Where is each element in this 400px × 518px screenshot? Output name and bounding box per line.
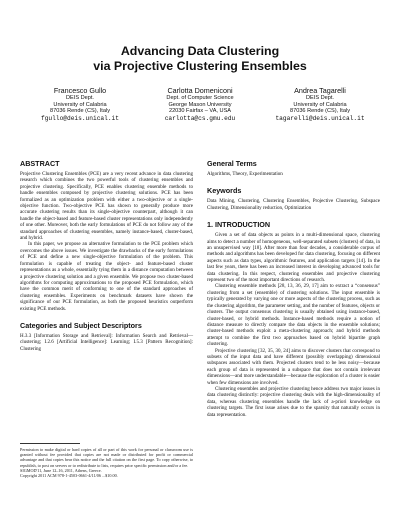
title-line: Advancing Data Clustering	[120, 44, 280, 58]
author-affiliation: University of Calabria	[293, 101, 347, 108]
copyright-line: Copyright 2011 ACM 978-1-4503-0661-4/11/06 ...$10.00.	[20, 473, 118, 479]
author-email[interactable]: carlotta@cs.gmu.edu	[164, 114, 236, 122]
author-name: Carlotta Domeniconi	[167, 86, 233, 95]
author-affiliation: DEIS Dept.	[66, 95, 94, 101]
introduction-paragraph: Clustering ensemble methods [28, 13, 36, 29, 17] aim to extract a “consensus” clustering from a set (ensemble) of clustering solutions. The input ensemble is typically generated by varying one or more aspects of the clustering process, such as the clustering algorithm, the parameter setting, and the number of features, objects or clusters. The output consensus clustering is usually obtained using instance-based, cluster-based, or hybrid methods. Instance-based methods require a notion of distance measure to directly compare the data objects in the ensemble solutions; cluster-based methods exploit a meta-clustering approach; and hybrid methods attempt to combine the first two approaches based on hybrid bipartite graph clustering.	[207, 283, 380, 348]
left-column	[20, 159, 193, 352]
author-affiliation: 22030 Fairfax – VA, USA	[168, 108, 232, 115]
author-block	[20, 86, 380, 123]
introduction-paragraph: Given a set of data objects as points in a multi-dimensional space, clustering aims to detect a number of homogeneous, well-separated subsets (clusters) of data, in an unsupervised way [18]. After more than four decades, a considerable corpus of methods and algorithms has been developed for data clustering, focusing on different aspects such as data types, algorithmic features, and application targets [14]. In the last few years, there has been an increased interest in developing advanced tools for data clustering. In this respect, clustering ensembles and projective clustering represent two of the most important directions of research.	[207, 232, 380, 284]
paper-title	[0, 44, 400, 74]
author-tagarelli	[260, 86, 380, 123]
author-affiliation: 87036 Rende (CS), Italy	[49, 108, 110, 115]
general-terms-text: Algorithms, Theory, Experimentation	[207, 171, 283, 177]
author-name: Andrea Tagarelli	[294, 86, 346, 95]
author-name: Francesco Gullo	[53, 86, 107, 95]
abstract-paragraph: Projective Clustering Ensembles (PCE) are a very recent advance in data clustering research which combines the two powerful tools of clustering ensembles and projective clustering. Specifically, PCE enables clustering ensemble methods to handle ensembles composed by projective clustering solutions. PCE has been formalized as an optimization problem with either a two-objective or a single-objective function. Two-objective PCE has shown to generally produce more accurate clustering results than its single-objective counterpart, although it can handle the object-based and feature-based cluster representations only independently of one other. Moreover, both the early formulations of PCE do not follow any of the standard approaches of clustering ensembles, namely instance-based, cluster-based, and hybrid.	[20, 171, 193, 242]
author-domeniconi	[140, 86, 260, 123]
title-line: via Projective Clustering Ensembles	[93, 59, 307, 73]
author-affiliation: University of Calabria	[53, 101, 107, 108]
introduction-paragraph: Clustering ensembles and projective clustering hence address two major issues in data clustering distinctly: projective clustering deals with the high-dimensionality of data, whereas clustering ensembles handle the lack of a-priori knowledge on clustering targets. The first issue arises due to the sparsity that naturally occurs in data representation.	[207, 385, 380, 418]
author-affiliation: 87036 Rende (CS), Italy	[289, 108, 350, 115]
copyright-footnote	[20, 447, 193, 478]
permission-notice: Permission to make digital or hard copies of all or part of this work for personal or classroom use is granted without fee provided that copies are not made or distributed for profit or commercial advantage and that copies bear this notice and the full citation on the first page. To copy otherwise, to republish, to post on servers or to redistribute to lists, requires prior specific permission and/or a fee.	[20, 447, 193, 468]
general-terms-heading: General Terms	[207, 159, 257, 168]
author-email[interactable]: fgullo@deis.unical.it	[41, 114, 119, 122]
right-column	[207, 159, 380, 418]
introduction-paragraph: Projective clustering [32, 35, 30, 24] aims to discover clusters that correspond to subsets of the input data and have different (possibly overlapping) dimensional subspaces associated with them. Projected clusters tend to be less noisy—because each group of data is represented in a subspace that does not contain irrelevant dimensions—and more understandable—because the exploration of a cluster is easier when few dimensions are involved.	[207, 347, 380, 386]
keywords-heading: Keywords	[207, 186, 242, 196]
footnote-rule	[20, 443, 80, 444]
categories-text: H.3.3 [Information Storage and Retrieval]: Information Search and Retrieval—clustering; I.2.6 [Artificial Intelligence]: Learning; I.5.3 [Pattern Recognition]: Clustering	[20, 332, 193, 352]
author-email[interactable]: tagarelli@deis.unical.it	[275, 114, 365, 122]
author-affiliation: George Mason University	[168, 101, 232, 108]
abstract-paragraph: In this paper, we propose an alternative formulation to the PCE problem which overcomes the above issues. We investigate the drawbacks of the early formulations of PCE and define a new single-objective formulation of the problem. This formulation is capable of treating the object- and feature-based cluster representations as a whole, essentially tying them in a distance computation between a projective clustering solution and a given ensemble. We propose two cluster-based algorithms for computing approximations to the proposed PCE formulation, which have the common merit of conforming to one of the standard approaches of clustering ensembles. Experiments on benchmark datasets have shown the significance of our PCE formulation, as both the proposed heuristics outperform existing PCE methods.	[20, 241, 193, 312]
keywords-text: Data Mining, Clustering, Clustering Ensembles, Projective Clustering, Subspace Clustering, Dimensionality reduction, Optimization	[207, 198, 380, 211]
conference-line: SIGMOD'11, June 12–16, 2011, Athens, Greece.	[20, 467, 102, 473]
author-affiliation: DEIS Dept.	[306, 95, 334, 101]
abstract-heading: ABSTRACT	[20, 159, 60, 168]
author-gullo	[20, 86, 140, 123]
introduction-heading: 1. INTRODUCTION	[207, 220, 271, 230]
categories-heading: Categories and Subject Descriptors	[20, 320, 142, 330]
author-affiliation: Dept. of Computer Science	[166, 95, 234, 101]
